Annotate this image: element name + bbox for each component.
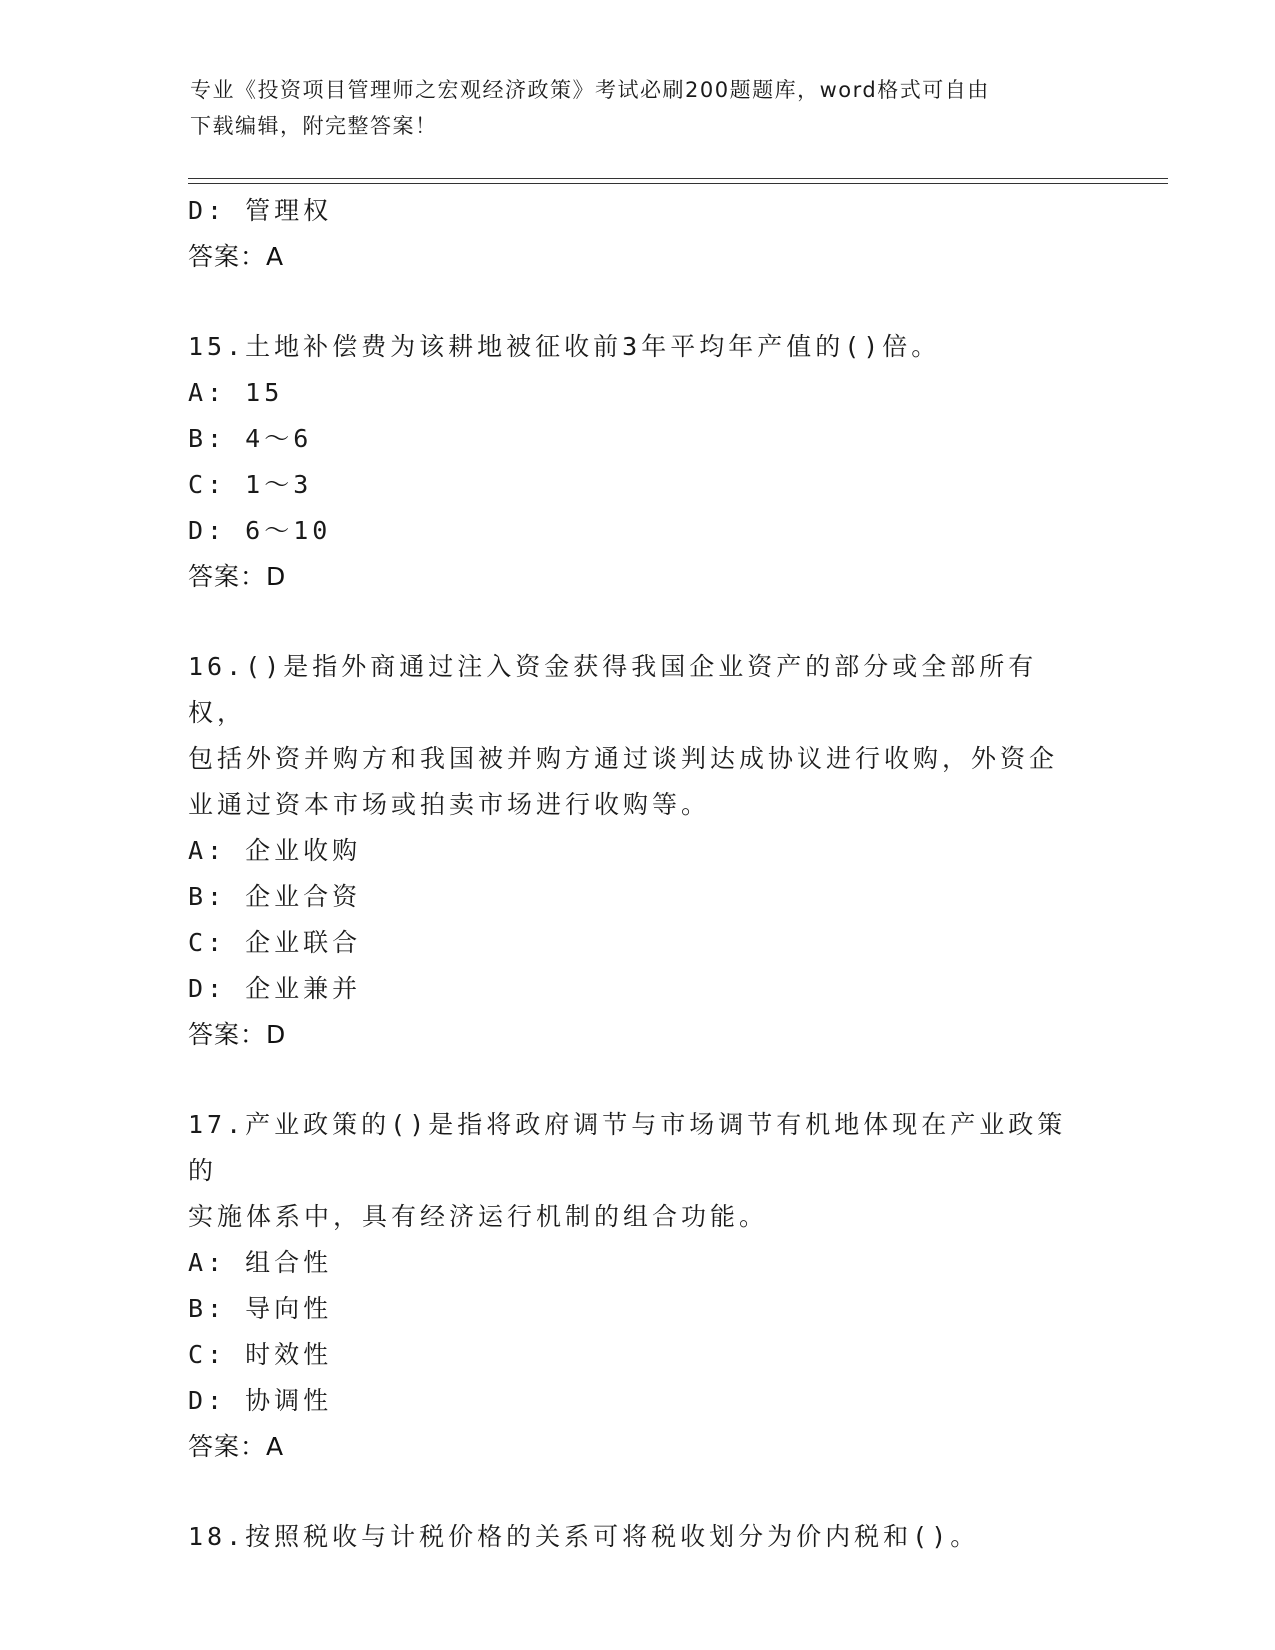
document-body <box>188 188 1088 1560</box>
question-stem-line-3: 业通过资本市场或拍卖市场进行收购等。 <box>188 790 711 819</box>
option-b: B: 4～6 <box>188 424 313 453</box>
question-stem-line-2: 包括外资并购方和我国被并购方通过谈判达成协议进行收购，外资企 <box>188 744 1059 773</box>
header-rule-bottom <box>188 183 1168 184</box>
question-stem-line-1: 16.()是指外商通过注入资金获得我国企业资产的部分或全部所有权， <box>188 652 1038 727</box>
question-stem: 15.土地补偿费为该耕地被征收前3年平均年产值的()倍。 <box>188 332 941 361</box>
question-stem-line-1: 17.产业政策的()是指将政府调节与市场调节有机地体现在产业政策的 <box>188 1110 1067 1185</box>
option-d: D: 6～10 <box>188 516 332 545</box>
option-c: C: 企业联合 <box>188 928 362 957</box>
option-a: A: 企业收购 <box>188 836 362 865</box>
answer-line: 答案：D <box>188 1020 287 1049</box>
answer-line: 答案：A <box>188 1432 285 1461</box>
question-15 <box>188 324 1088 600</box>
question-stem: 18.按照税收与计税价格的关系可将税收划分为价内税和()。 <box>188 1522 980 1551</box>
option-b: B: 导向性 <box>188 1294 333 1323</box>
option-c: C: 时效性 <box>188 1340 333 1369</box>
question-18 <box>188 1514 1088 1560</box>
spacer <box>188 280 1088 324</box>
spacer <box>188 1470 1088 1514</box>
option-b: B: 企业合资 <box>188 882 362 911</box>
option-d: D: 企业兼并 <box>188 974 362 1003</box>
question-14-tail <box>188 188 1088 280</box>
header-rule-top <box>188 178 1168 179</box>
option-a: A: 组合性 <box>188 1248 333 1277</box>
header-line-1: 专业《投资项目管理师之宏观经济政策》考试必刷200题题库，word格式可自由 <box>190 78 990 102</box>
option-d: D: 协调性 <box>188 1386 333 1415</box>
question-17 <box>188 1102 1088 1470</box>
option-c: C: 1～3 <box>188 470 313 499</box>
option-a: A: 15 <box>188 378 284 407</box>
option-d: D: 管理权 <box>188 196 333 225</box>
answer-line: 答案：A <box>188 242 285 271</box>
question-stem-line-2: 实施体系中，具有经济运行机制的组合功能。 <box>188 1202 769 1231</box>
answer-line: 答案：D <box>188 562 287 591</box>
question-16 <box>188 644 1088 1058</box>
header-line-2: 下载编辑，附完整答案！ <box>190 114 438 138</box>
document-header <box>190 72 1090 144</box>
spacer <box>188 1058 1088 1102</box>
spacer <box>188 600 1088 644</box>
